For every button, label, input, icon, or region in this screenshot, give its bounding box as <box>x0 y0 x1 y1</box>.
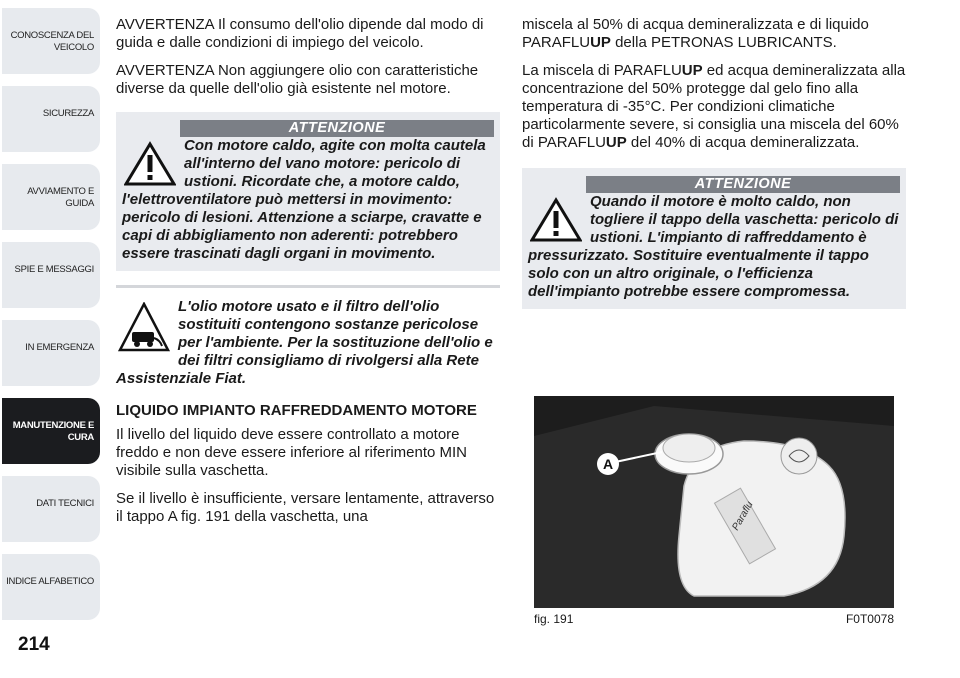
tab-avviamento-e-guida[interactable] <box>2 164 100 230</box>
paragraph: AVVERTENZA Non aggiungere olio con caratteristiche diverse da quelle dell'olio già esistente nel motore. <box>116 62 479 97</box>
page-number: 214 <box>18 634 50 655</box>
paragraph: Il livello del liquido deve essere controllato a motore freddo e non deve essere inferiore al riferimento MIN visibile sulla vaschetta. <box>116 426 468 479</box>
callout-a: A <box>602 456 614 472</box>
tab-label: AVVIAMENTO E GUIDA <box>27 186 94 209</box>
tab-label: IN EMERGENZA <box>25 342 94 353</box>
environment-text: L'olio motore usato e il filtro dell'olio sostituiti contengono sostanze pericolose per l'ambiente. Per la sostituzione dell'olio e dei filtri consigliamo di rivolgersi alla Rete Assistenziale Fiat. <box>116 298 493 387</box>
figure-caption <box>534 612 894 626</box>
tab-label: CONOSCENZA DEL VEICOLO <box>10 30 94 53</box>
warning-triangle-icon <box>124 141 176 187</box>
figure-number: fig. 191 <box>534 612 574 626</box>
warning-triangle-icon <box>530 197 582 243</box>
environment-icon <box>118 302 170 354</box>
warning-heading: ATTENZIONE <box>180 120 494 137</box>
left-column <box>116 16 500 536</box>
tab-in-emergenza[interactable] <box>2 320 100 386</box>
tab-label: SICUREZZA <box>42 108 94 119</box>
tab-label: SPIE E MESSAGGI <box>14 264 94 275</box>
tank-label: Paraflu <box>730 499 756 533</box>
tab-dati-tecnici[interactable] <box>2 476 100 542</box>
paragraph: Se il livello è insufficiente, versare lentamente, attraverso il tappo A fig. 191 della vaschetta, una <box>116 490 495 525</box>
tab-label: DATI TECNICI <box>36 498 94 509</box>
figure-191 <box>534 396 894 608</box>
warning-text: Quando il motore è molto caldo, non togliere il tappo della vaschetta: pericolo di ustioni. L'impianto di raffreddamento è pressurizzato. Sostituire eventualmente il tappo solo con un altro originale, o l'efficienza dell'impianto potrebbe essere compromessa. <box>528 193 899 300</box>
figure-code: F0T0078 <box>845 612 894 626</box>
warning-box <box>522 168 906 309</box>
tab-conoscenza-del-veicolo[interactable] <box>2 8 100 74</box>
right-column <box>522 16 906 309</box>
paragraph: miscela al 50% di acqua demineralizzata e di liquido PARAFLUUP della PETRONAS LUBRICANTS. <box>522 16 869 51</box>
tab-indice-alfabetico[interactable] <box>2 554 100 620</box>
warning-heading: ATTENZIONE <box>586 176 900 193</box>
chapter-sidebar <box>0 0 103 640</box>
warning-text: Con motore caldo, agite con molta cautela all'interno del vano motore: pericolo di ustioni. Ricordate che, a motore caldo, l'elettroventilatore può mettersi in movimento: pericolo di lesioni. Attenzione a sciarpe, cravatte e capi di abbigliamento non aderenti: potrebbero essere trascinati dagli organi in movimento. <box>122 137 486 262</box>
warning-box <box>116 112 500 271</box>
environment-note <box>116 285 500 388</box>
tab-spie-e-messaggi[interactable] <box>2 242 100 308</box>
tab-label: INDICE ALFABETICO <box>6 576 94 587</box>
coolant-tank-illustration <box>534 396 894 608</box>
tab-sicurezza[interactable] <box>2 86 100 152</box>
paragraph: AVVERTENZA Il consumo dell'olio dipende dal modo di guida e dalle condizioni di impiego del veicolo. <box>116 16 484 51</box>
paragraph: La miscela di PARAFLUUP ed acqua demineralizzata alla concentrazione del 50% protegge dal gelo fino alla temperatura di -35°C. Per condizioni climatiche particolarmente severe, si consiglia una miscela del 60% di PARAFLUUP del 40% di acqua demineralizzata. <box>522 62 906 151</box>
tab-label: MANUTENZIONE E CURA <box>12 420 94 443</box>
section-heading: LIQUIDO IMPIANTO RAFFREDDAMENTO MOTORE <box>116 402 477 419</box>
tab-manutenzione-e-cura[interactable] <box>2 398 100 464</box>
